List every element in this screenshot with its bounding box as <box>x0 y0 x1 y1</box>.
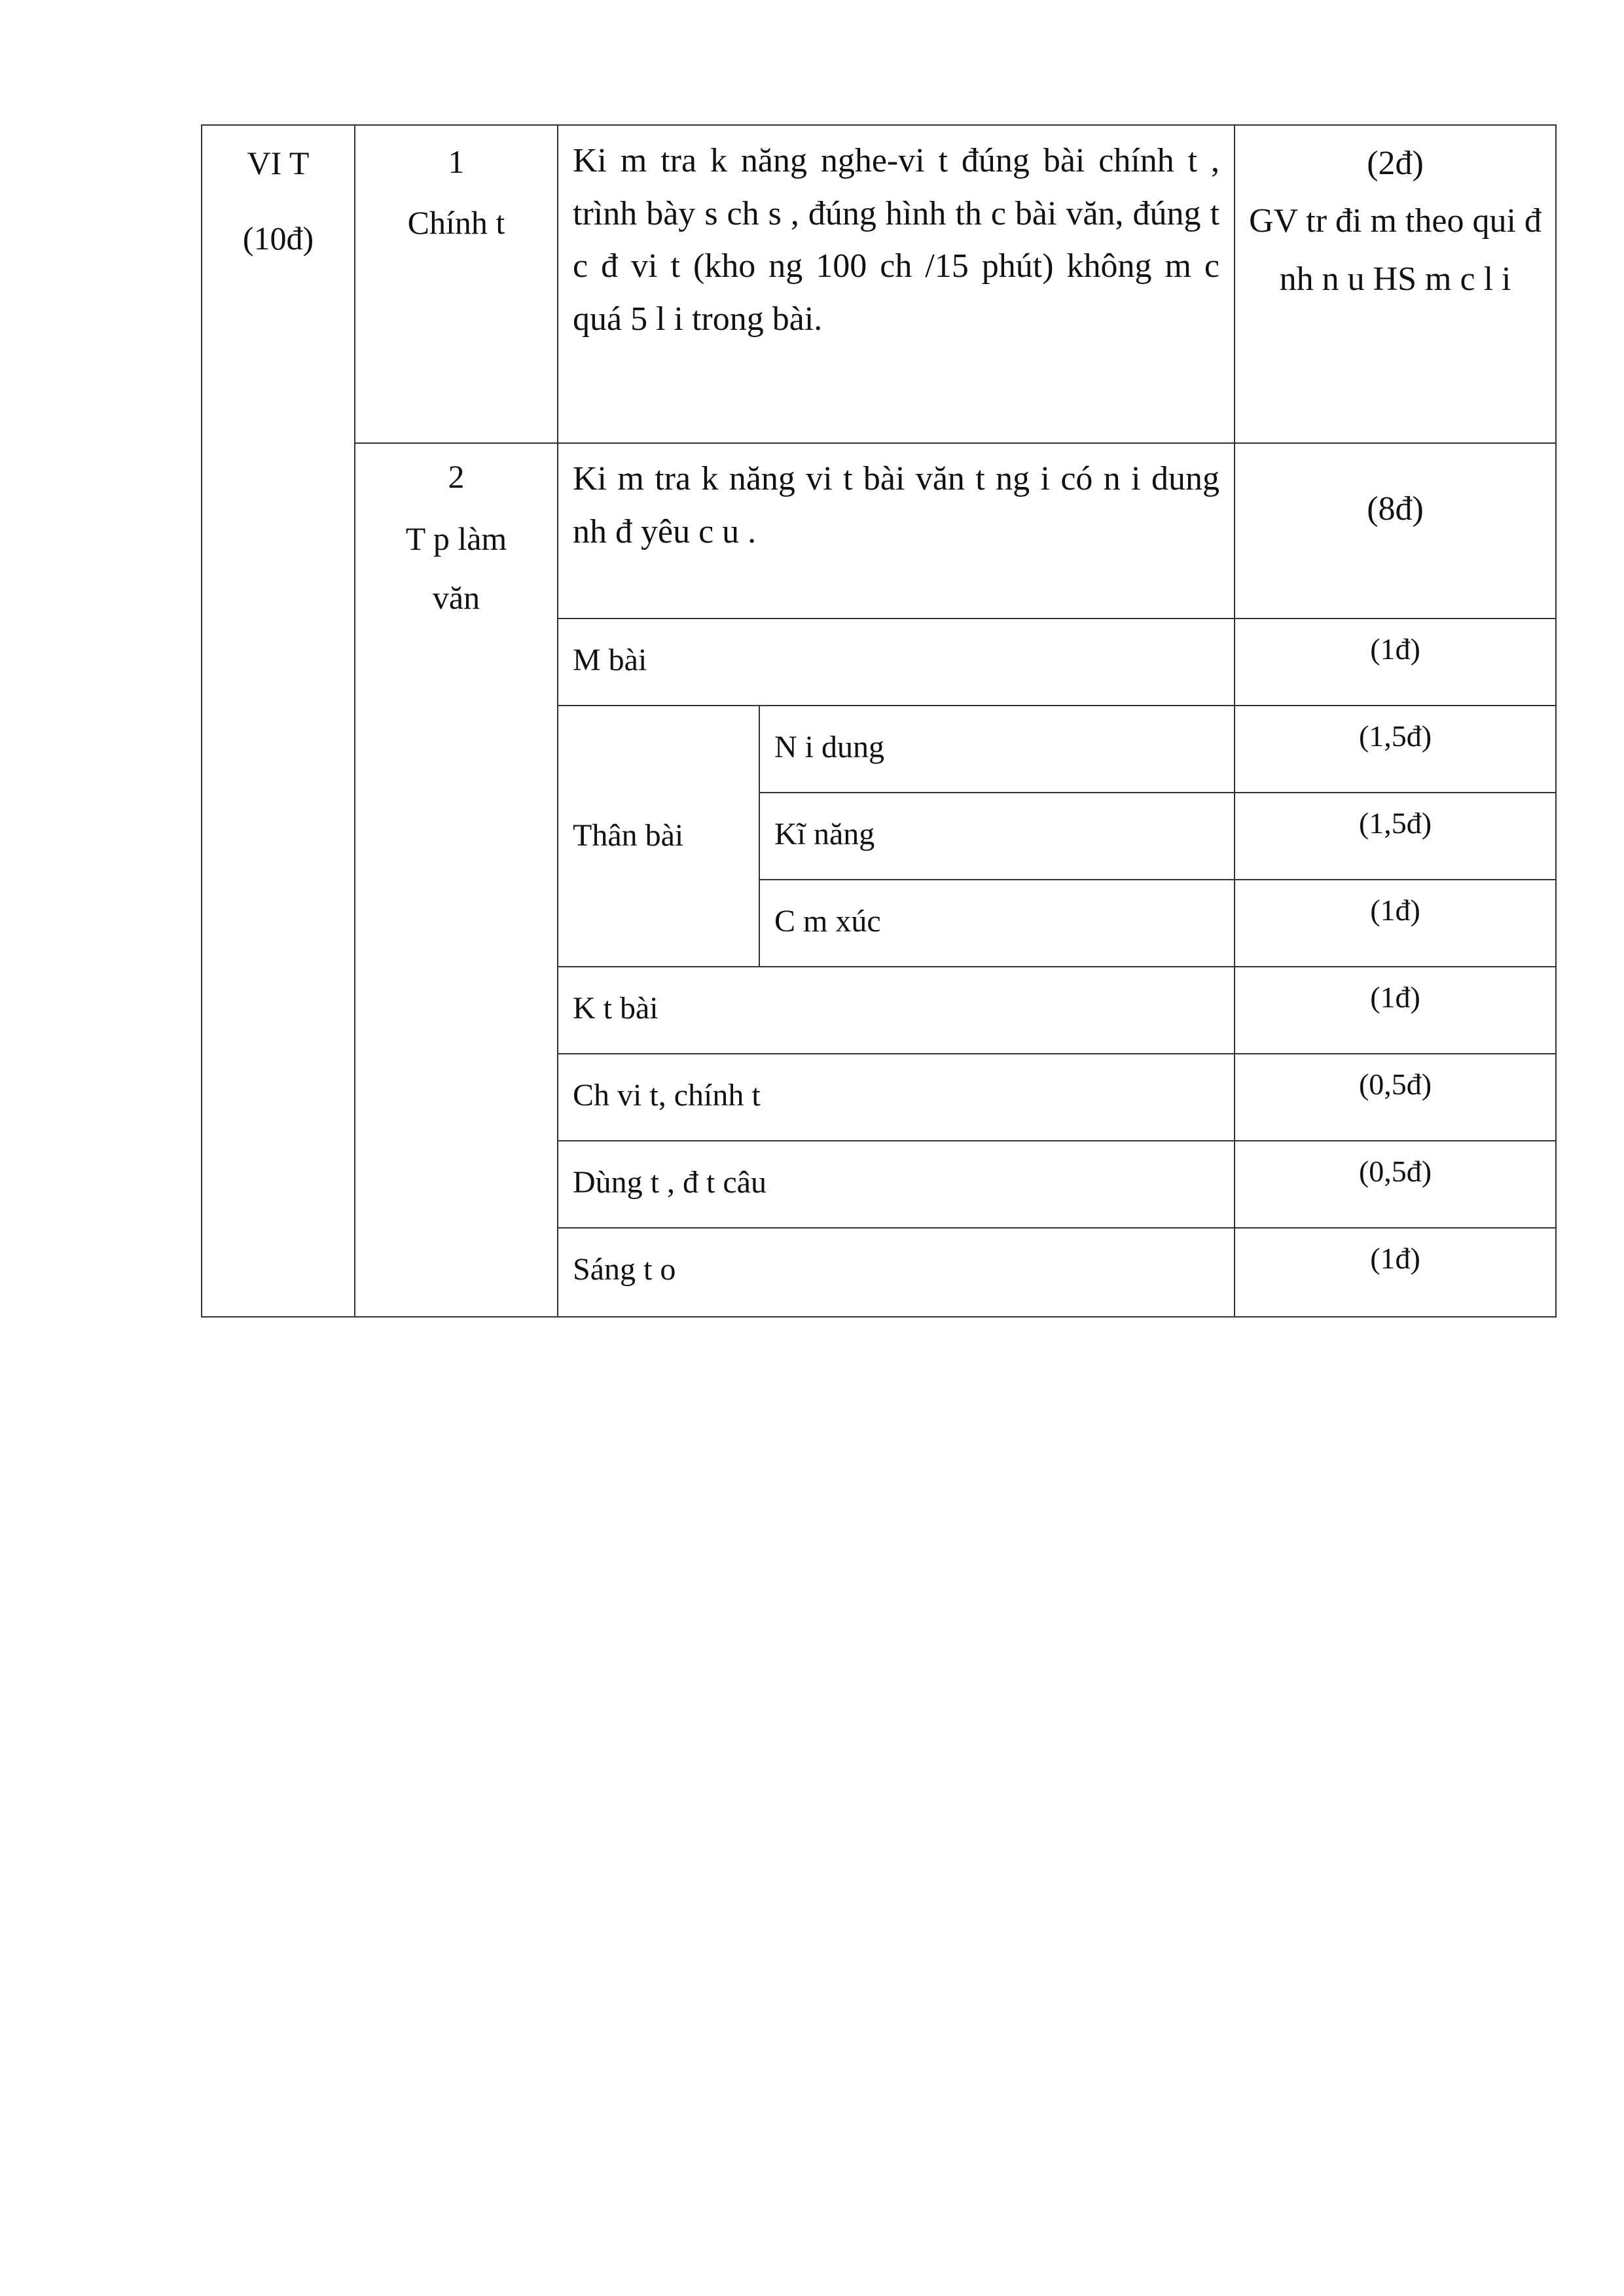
part1-number: 1 <box>448 143 465 180</box>
criterion-score: (1,5đ) <box>1235 793 1556 880</box>
criterion-label: Dùng t , đ t câu <box>558 1141 1235 1228</box>
criterion-label: Ch vi t, chính t <box>558 1054 1235 1141</box>
than-bai-label: Thân bài <box>558 706 759 967</box>
criterion-label: N i dung <box>759 706 1235 793</box>
part1-cell <box>355 125 558 443</box>
part2-cell <box>355 443 558 1317</box>
rubric-row-part2 <box>202 443 1556 619</box>
criterion-label: Sáng t o <box>558 1228 1235 1317</box>
part1-name: Chính t <box>407 204 505 241</box>
section-name: VI T <box>247 145 310 181</box>
scoring-rubric-table <box>201 124 1557 1318</box>
criterion-label: K t bài <box>558 967 1235 1054</box>
section-points: (10đ) <box>242 220 314 257</box>
criterion-label: Kĩ năng <box>759 793 1235 880</box>
part2-number: 2 <box>448 458 465 495</box>
section-cell <box>202 125 355 1317</box>
rubric-row-part1 <box>202 125 1556 443</box>
part1-note: GV tr đi m theo qui đ nh n u HS m c l i <box>1249 202 1542 298</box>
part1-score: (2đ) <box>1367 145 1424 182</box>
criterion-score: (0,5đ) <box>1235 1054 1556 1141</box>
part2-score: (8đ) <box>1235 443 1556 619</box>
criterion-label: C m xúc <box>759 880 1235 967</box>
criterion-label: M bài <box>558 619 1235 706</box>
criterion-score: (1đ) <box>1235 1228 1556 1317</box>
part2-description: Ki m tra k năng vi t bài văn t ng i có n i dung nh đ yêu c u . <box>558 443 1235 619</box>
part2-name: T p làm văn <box>405 520 507 616</box>
criterion-score: (1đ) <box>1235 880 1556 967</box>
part1-score-cell <box>1235 125 1556 443</box>
criterion-score: (1,5đ) <box>1235 706 1556 793</box>
part1-description: Ki m tra k năng nghe-vi t đúng bài chính t , trình bày s ch s , đúng hình th c bài văn, đúng t c đ vi t (kho ng 100 ch /15 phút) không m c quá 5 l i trong bài. <box>558 125 1235 443</box>
criterion-score: (0,5đ) <box>1235 1141 1556 1228</box>
criterion-score: (1đ) <box>1235 619 1556 706</box>
criterion-score: (1đ) <box>1235 967 1556 1054</box>
